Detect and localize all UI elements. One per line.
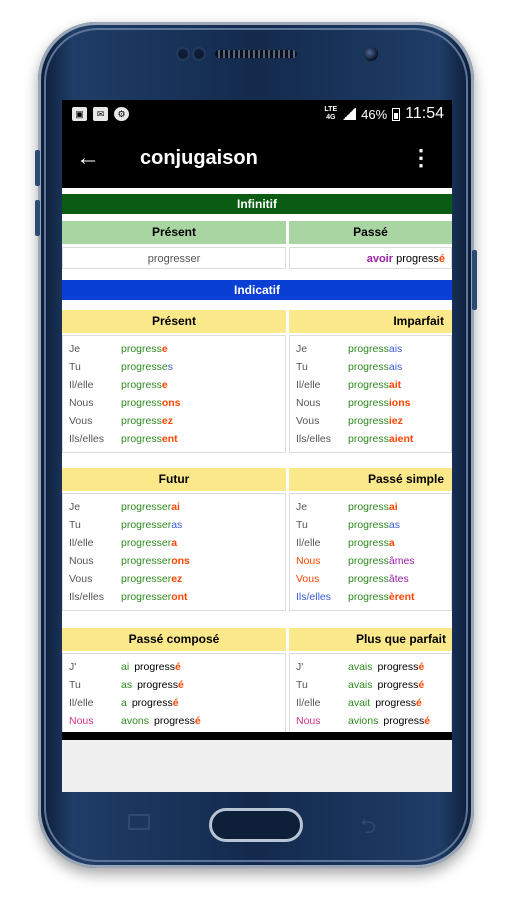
ad-area	[62, 740, 452, 792]
overflow-menu-icon[interactable]: ⋮	[410, 145, 432, 170]
infinitif-passe-value	[289, 247, 452, 269]
divider	[62, 732, 452, 740]
plus-que-parfait-header: Plus que parfait	[289, 628, 452, 651]
proximity-sensor	[178, 49, 188, 59]
plus-que-parfait-table: J' avais progressé Tu avais progressé Il/elle avait progressé Nous avions progressé	[289, 653, 452, 732]
imparfait-table: Je progressais Tu progressais Il/elle progressait Nous progressions Vous progressiez Ils/elles progressaient	[289, 335, 452, 453]
clock: 11:54	[405, 105, 444, 122]
network-type-indicator: LTE 4G	[324, 106, 338, 121]
power-button	[472, 250, 477, 310]
conjugation-content[interactable]	[62, 188, 452, 732]
recent-apps-icon[interactable]	[128, 814, 150, 830]
passe-compose-table: J' ai progressé Tu as progressé Il/elle a progressé Nous avons progressé	[62, 653, 286, 732]
passe-compose-header: Passé composé	[62, 628, 286, 651]
passe-simple-table: Je progressai Tu progressas Il/elle progressa Nous progressâmes Vous progressâtes Ils/elles progressèrent	[289, 493, 452, 611]
page-title: conjugaison	[140, 147, 258, 169]
app-bar	[62, 130, 452, 188]
imparfait-header: Imparfait	[289, 310, 452, 333]
infinitif-present-header: Présent	[62, 221, 286, 244]
light-sensor	[194, 49, 204, 59]
infinitif-aux: avoir	[366, 253, 394, 265]
present-header: Présent	[62, 310, 286, 333]
futur-header: Futur	[62, 468, 286, 491]
volume-down-button	[35, 200, 40, 236]
back-arrow-icon[interactable]: ←	[76, 144, 100, 171]
passe-simple-header: Passé simple	[289, 468, 452, 491]
status-bar	[62, 100, 452, 130]
futur-table: Je progresserai Tu progresseras Il/elle progressera Nous progresserons Vous progresserez Ils/elles progresseront	[62, 493, 286, 611]
volume-up-button	[35, 150, 40, 186]
infinitif-present-value: progresser	[62, 247, 286, 269]
section-infinitif: Infinitif	[62, 194, 452, 214]
infinitif-passe-header: Passé	[289, 221, 452, 244]
infinitif-pp-end: é	[438, 253, 445, 265]
signal-icon	[342, 108, 356, 120]
screen	[62, 100, 452, 792]
battery-icon	[392, 108, 400, 121]
infinitif-pp-stem: progress	[396, 253, 439, 265]
image-notification-icon: ▣	[72, 107, 87, 121]
settings-notification-icon: ⚙	[114, 107, 129, 121]
home-button[interactable]	[209, 808, 303, 842]
earpiece-speaker	[215, 50, 297, 58]
front-camera	[364, 47, 378, 61]
section-indicatif: Indicatif	[62, 280, 452, 300]
nav-back-icon[interactable]: ⮌	[360, 816, 377, 838]
battery-percent: 46%	[361, 106, 388, 122]
mail-notification-icon: ✉	[93, 107, 108, 121]
present-table: Je progresse Tu progresses Il/elle progresse Nous progressons Vous progressez Ils/elles progressent	[62, 335, 286, 453]
